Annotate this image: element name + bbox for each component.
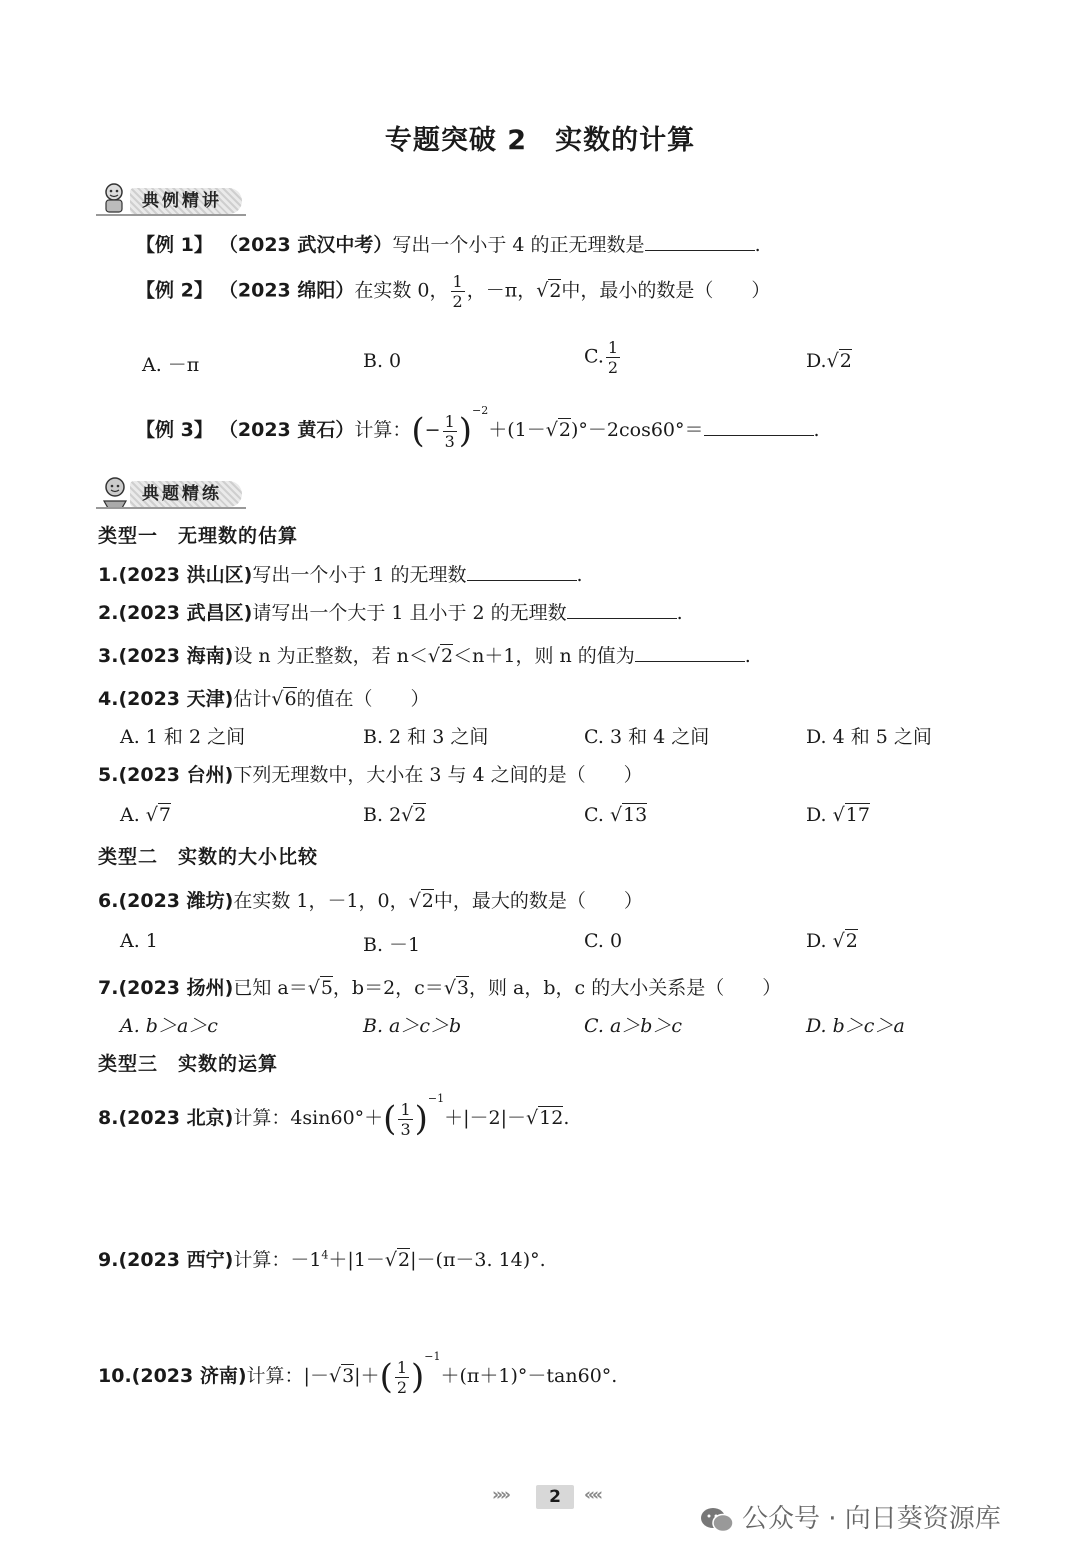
frac-den: 2 (452, 292, 463, 311)
question-text: 已知 a＝ (233, 977, 308, 999)
question-text: ＋|－2|－ (444, 1107, 527, 1129)
question-text: ＋(π＋1)°－tan60°. (440, 1365, 618, 1387)
question-source: (2023 台州) (118, 764, 234, 786)
option-d[interactable]: D. 4 和 5 之间 (806, 726, 932, 748)
option-c[interactable]: C. √13 (584, 804, 648, 826)
type-heading: 类型一 无理数的估算 (98, 525, 299, 547)
option-label: D. (806, 350, 827, 372)
question-source: (2023 济南) (131, 1365, 247, 1387)
section-tag-label: 典例精讲 (130, 188, 242, 214)
option-c[interactable] (584, 338, 622, 377)
question-text: 写出一个小于 1 的无理数 (252, 564, 467, 586)
answer-blank[interactable] (567, 598, 677, 619)
question-source: (2023 洪山区) (118, 564, 253, 586)
question-source: (2023 海南) (118, 645, 234, 667)
question-text: |＋ (354, 1365, 380, 1387)
question-7: 7.(2023 扬州)已知 a＝√5，b＝2，c＝√3，则 a，b，c 的大小关系是（ ） (98, 977, 782, 999)
type-heading: 类型二 实数的大小比较 (98, 846, 319, 868)
fraction (443, 412, 457, 451)
section-tag-label: 典题精练 (130, 481, 242, 507)
question-text: 下列无理数中，大小在 3 与 4 之间的是（ ） (233, 764, 643, 786)
frac-den: 3 (444, 431, 455, 451)
question-text: ＜n＋1，则 n 的值为 (453, 645, 635, 667)
option-label: A. (120, 804, 140, 826)
section-divider (96, 507, 246, 509)
frac-num: 1 (396, 1357, 408, 1377)
radicand: 6 (284, 688, 297, 710)
question-text: 估计 (233, 688, 272, 710)
question-source: (2023 北京) (118, 1107, 234, 1129)
radicand: 2 (558, 419, 571, 441)
question-10: 10.(2023 济南)计算：|－√3|＋( $\frac{1}{2}$ )$^{-1}$＋(π＋1)°－tan60°. (98, 1350, 618, 1397)
frac-den: 2 (607, 358, 619, 377)
option-label: C. (584, 804, 604, 826)
question-source: (2023 武昌区) (118, 602, 253, 624)
question-4: 4.(2023 天津)估计√6的值在（ ） (98, 688, 430, 710)
radicand: 2 (398, 1249, 411, 1271)
question-source: (2023 天津) (118, 688, 234, 710)
option-b[interactable]: B. 2√2 (363, 804, 427, 826)
fraction (395, 1358, 409, 1397)
radicand: 2 (549, 279, 562, 302)
question-5 (98, 760, 643, 787)
option-c[interactable]: C. 0 (584, 930, 623, 952)
example-text: )°－2cos60°＝ (570, 419, 704, 441)
option-d[interactable]: D.√2 (806, 350, 852, 372)
exponent: −1 (427, 1092, 445, 1105)
answer-blank[interactable] (467, 560, 577, 581)
example-1 (136, 230, 761, 257)
question-number: 7. (98, 977, 119, 999)
option-c[interactable]: C. a＞b＞c (584, 1015, 683, 1037)
question-text: 计算：4sin60°＋ (233, 1107, 384, 1129)
radicand: 2 (421, 890, 434, 912)
option-d[interactable]: D. b＞c＞a (806, 1015, 905, 1037)
radicand: 12 (539, 1107, 564, 1129)
answer-blank[interactable] (645, 230, 755, 251)
punct: . (813, 419, 820, 441)
example-source: （2023 绵阳） (218, 279, 355, 302)
option-c[interactable]: C. 3 和 4 之间 (584, 726, 710, 748)
wechat-icon (700, 1507, 734, 1533)
option-a[interactable]: A. √7 (120, 804, 172, 826)
fraction (451, 272, 465, 311)
question-2 (98, 598, 683, 625)
option-b[interactable]: B. 0 (363, 350, 402, 372)
radicand: 2 (414, 804, 427, 826)
radicand: 7 (158, 804, 172, 826)
question-text: 计算：|－ (246, 1365, 329, 1387)
question-number: 6. (98, 890, 119, 912)
option-a[interactable]: A. －π (142, 354, 200, 376)
question-number: 5. (98, 764, 119, 786)
radicand: 3 (456, 977, 470, 999)
fraction (606, 338, 620, 377)
example-text: 在实数 0， (354, 279, 449, 302)
question-source: (2023 扬州) (118, 977, 234, 999)
question-text: ，b＝2，c＝ (332, 977, 444, 999)
frac-den: 3 (400, 1119, 411, 1139)
frac-num: 1 (452, 272, 463, 291)
section-tag-examples (96, 182, 296, 218)
option-a[interactable]: A. b＞a＞c (120, 1015, 218, 1037)
question-text: 计算：－1 (233, 1249, 322, 1271)
question-text: 在实数 1，－1，0， (233, 890, 409, 912)
question-text: 请写出一个大于 1 且小于 2 的无理数 (252, 602, 567, 624)
exponent: −2 (472, 404, 489, 417)
example-3: 【例 3】 （2023 黄石）计算：(− $\frac{1}{3}$ )$^{-2}$＋(1－√2)°－2cos60°＝ . (136, 404, 820, 451)
example-text: 计算： (354, 419, 412, 441)
option-label: C. (584, 345, 604, 368)
question-1 (98, 560, 583, 587)
punct: . (754, 234, 761, 256)
question-number: 10. (98, 1365, 132, 1387)
radicand: 2 (845, 930, 858, 952)
example-label: 【例 2】 (136, 279, 213, 302)
example-source: （2023 武汉中考） (218, 234, 393, 256)
fraction (398, 1100, 412, 1139)
question-8: 8.(2023 北京)计算：4sin60°＋( $\frac{1}{3}$ )$^{-1}$＋|－2|－√12. (98, 1092, 570, 1139)
frac-num: 1 (400, 1099, 411, 1119)
option-a[interactable]: A. 1 (120, 930, 158, 952)
example-2: 【例 2】 （2023 绵阳）在实数 0， $\frac{1}{2}$ ，－π，√2中，最小的数是（ ） (136, 272, 771, 311)
option-b[interactable]: B. 2 和 3 之间 (363, 726, 489, 748)
question-text: |－(π－3. 14)°. (410, 1249, 546, 1271)
question-number: 3. (98, 645, 119, 667)
page-title: 专题突破 2 实数的计算 (384, 125, 696, 156)
option-b[interactable]: B. a＞c＞b (363, 1015, 462, 1037)
radicand: 5 (320, 977, 333, 999)
example-label: 【例 1】 (136, 234, 213, 256)
question-text: 设 n 为正整数，若 n＜ (233, 645, 428, 667)
punct: . (676, 602, 683, 624)
punct: . (744, 645, 751, 667)
type-heading: 类型三 实数的运算 (98, 1053, 279, 1075)
page-number-badge (492, 1485, 622, 1511)
example-text: 写出一个小于 4 的正无理数是 (392, 234, 645, 256)
option-a[interactable]: A. 1 和 2 之间 (120, 726, 246, 748)
frac-num: 1 (444, 411, 455, 431)
section-tag-practice (96, 475, 296, 511)
example-text: ＋(1－ (488, 419, 546, 441)
question-9: 9.(2023 西宁)计算：$-1^4+|1-√2|-(\pi-3$. 14)°. (98, 1248, 546, 1271)
option-b[interactable]: B. －1 (363, 934, 421, 956)
radicand: 2 (441, 645, 454, 667)
exponent: 4 (321, 1248, 329, 1262)
option-d[interactable]: D. √2 (806, 930, 858, 952)
answer-blank[interactable] (704, 415, 814, 436)
example-text: ，－π， (466, 279, 537, 302)
option-label: D. (806, 804, 827, 826)
exponent: −1 (424, 1350, 441, 1363)
question-3: 3.(2023 海南)设 n 为正整数，若 n＜√2＜n＋1，则 n 的值为 . (98, 641, 751, 668)
punct: . (563, 1107, 570, 1129)
question-source: (2023 潍坊) (118, 890, 234, 912)
double-chevron-left-icon: «« (584, 1485, 600, 1505)
question-text: 中，最大的数是（ ） (433, 890, 643, 912)
question-source: (2023 西宁) (118, 1249, 234, 1271)
radicand: 3 (342, 1365, 355, 1387)
question-6: 6.(2023 潍坊)在实数 1，－1，0，√2中，最大的数是（ ） (98, 890, 643, 912)
question-number: 1. (98, 564, 119, 586)
section-divider (96, 214, 246, 216)
watermark-text: 公众号 · 向日葵资源库 (742, 1504, 1001, 1534)
radicand: 13 (623, 804, 648, 826)
frac-num: 1 (607, 338, 619, 357)
double-chevron-right-icon: »» (492, 1485, 508, 1505)
radicand: 2 (839, 350, 852, 372)
question-number: 9. (98, 1249, 119, 1271)
punct: . (576, 564, 583, 586)
question-text: ＋|1－ (328, 1249, 385, 1271)
answer-blank[interactable] (635, 641, 745, 662)
option-d[interactable]: D. √17 (806, 804, 870, 826)
watermark (700, 1498, 1001, 1535)
example-text: 中，最小的数是（ ） (561, 279, 771, 302)
question-text: ，则 a，b，c 的大小关系是（ ） (469, 977, 782, 999)
mascot-icon (100, 182, 132, 216)
question-number: 4. (98, 688, 119, 710)
page-number: 2 (536, 1485, 574, 1509)
mascot-icon (100, 475, 132, 509)
option-label: B. (363, 804, 384, 826)
example-label: 【例 3】 (136, 419, 213, 441)
frac-den: 2 (396, 1377, 408, 1397)
option-label: D. (806, 930, 827, 952)
example-source: （2023 黄石） (218, 419, 355, 441)
coefficient: 2 (389, 804, 402, 826)
question-text: 的值在（ ） (296, 688, 430, 710)
question-number: 8. (98, 1107, 119, 1129)
question-number: 2. (98, 602, 119, 624)
radicand: 17 (845, 804, 870, 826)
